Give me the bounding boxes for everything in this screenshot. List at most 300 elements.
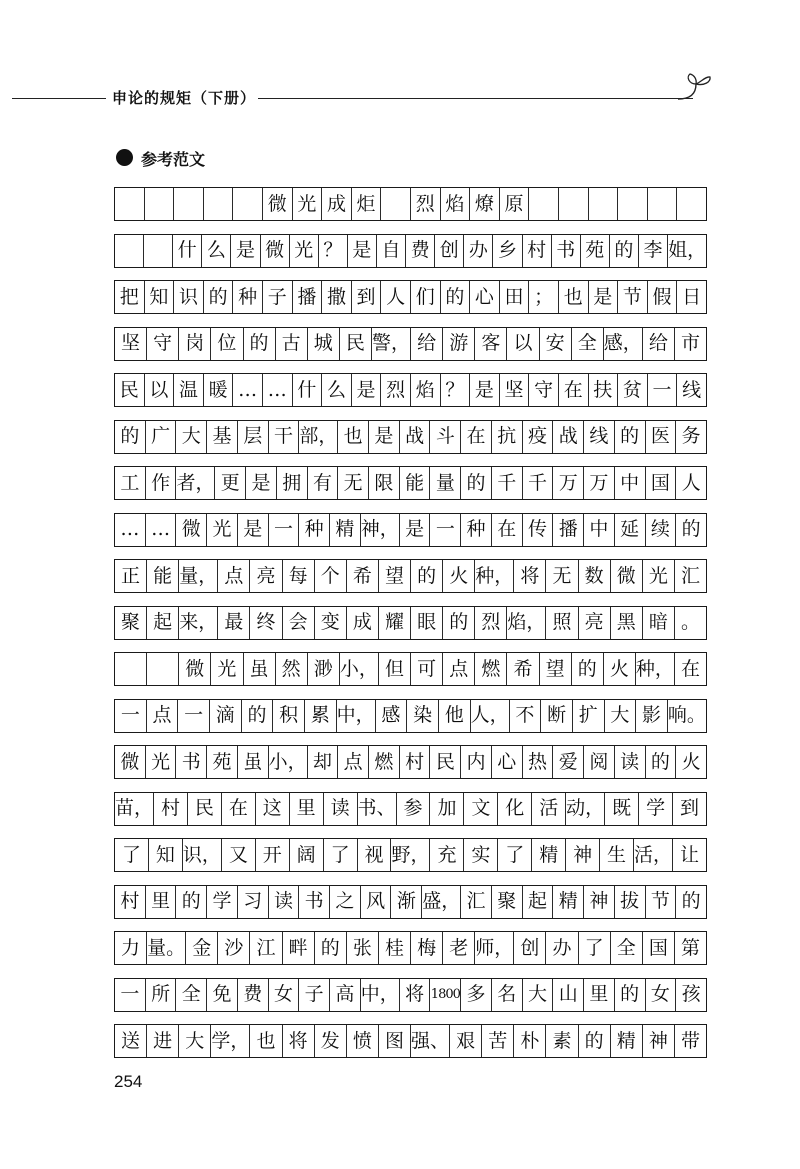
grid-cell: 苗， <box>115 793 154 825</box>
grid-cell: 盛， <box>422 886 461 918</box>
grid-cell: 书 <box>299 886 330 918</box>
grid-cell: 量。 <box>147 932 186 964</box>
grid-cell: 张 <box>347 932 379 964</box>
grid-cell: 医 <box>646 421 677 453</box>
grid-cell: 种， <box>636 653 675 685</box>
grid-cell: 有 <box>308 467 339 499</box>
grid-cell <box>115 235 144 267</box>
grid-cell: ？ <box>319 235 348 267</box>
grid-cell: 焰 <box>441 188 471 220</box>
grid-row <box>114 466 707 500</box>
grid-cell: 染 <box>407 700 439 732</box>
grid-cell: 素 <box>546 1025 578 1057</box>
grid-cell: 金 <box>186 932 218 964</box>
grid-cell: 既 <box>605 793 639 825</box>
grid-cell: 小， <box>269 746 308 778</box>
grid-cell: ； <box>529 281 559 313</box>
grid-cell: 小， <box>340 653 379 685</box>
grid-cell: 江 <box>250 932 282 964</box>
grid-cell: 师， <box>475 932 514 964</box>
grid-cell: 又 <box>222 839 256 871</box>
grid-cell: 种 <box>299 514 330 546</box>
grid-cell: 神， <box>361 514 400 546</box>
grid-cell: 充 <box>430 839 464 871</box>
grid-cell: 传 <box>523 514 554 546</box>
grid-cell: 之 <box>330 886 361 918</box>
grid-cell: 力 <box>115 932 147 964</box>
grid-cell: 守 <box>147 328 179 360</box>
grid-cell <box>677 188 706 220</box>
grid-cell: 什 <box>173 235 202 267</box>
grid-cell: 千 <box>492 467 523 499</box>
grid-cell: 大 <box>523 979 554 1011</box>
grid-cell: 望 <box>379 560 411 592</box>
grid-cell: 么 <box>322 374 352 406</box>
grid-cell: 国 <box>643 932 675 964</box>
grid-cell: 是 <box>246 467 277 499</box>
grid-cell: 是 <box>400 514 431 546</box>
grid-cell: 子 <box>263 281 293 313</box>
grid-cell: 阅 <box>584 746 615 778</box>
grid-cell: 在 <box>680 657 700 680</box>
grid-cell: 朴 <box>514 1025 546 1057</box>
grid-row <box>114 978 707 1012</box>
grid-cell: 带 <box>680 1029 700 1052</box>
grid-cell: 燎 <box>470 188 500 220</box>
grid-cell: 给 <box>411 328 443 360</box>
grid-cell: 阔 <box>290 839 324 871</box>
grid-cell: 疫 <box>523 421 554 453</box>
grid-cell: 位 <box>211 328 243 360</box>
grid-cell: 加 <box>430 793 464 825</box>
grid-cell: 全 <box>176 979 207 1011</box>
grid-cell: 神 <box>566 839 600 871</box>
grid-cell <box>115 188 145 220</box>
grid-cell: 务 <box>681 425 701 447</box>
grid-cell <box>145 188 175 220</box>
grid-cell: 创 <box>435 235 464 267</box>
grid-cell: 播 <box>293 281 323 313</box>
grid-cell: 人 <box>381 281 411 313</box>
grid-cell: 办 <box>464 235 493 267</box>
grid-cell: 坚 <box>115 328 147 360</box>
grid-cell: 乡 <box>493 235 522 267</box>
grid-cell <box>174 188 204 220</box>
grid-cell: 光 <box>643 560 675 592</box>
grid-cell: 安 <box>540 328 572 360</box>
grid-cell: 点 <box>147 700 179 732</box>
grid-cell: 变 <box>315 607 347 639</box>
grid-cell: 的 <box>681 518 701 540</box>
grid-cell: 活， <box>634 839 673 871</box>
grid-cell: 微 <box>261 235 290 267</box>
grid-cell: 给 <box>643 328 675 360</box>
grid-cell: 来， <box>179 607 218 639</box>
grid-cell: 最 <box>218 607 250 639</box>
grid-cell: 的 <box>443 607 475 639</box>
grid-cell: 扶 <box>589 374 619 406</box>
grid-cell: 耀 <box>379 607 411 639</box>
grid-cell: 所 <box>146 979 177 1011</box>
grid-cell: 参 <box>397 793 431 825</box>
grid-cell: 民 <box>188 793 222 825</box>
grid-cell: 视 <box>358 839 392 871</box>
grid-row <box>114 420 707 454</box>
grid-cell: 暗 <box>643 607 675 639</box>
grid-cell: 光 <box>290 235 319 267</box>
grid-cell: 高 <box>330 979 361 1011</box>
grid-cell: 将 <box>283 1025 315 1057</box>
grid-cell: 照 <box>546 607 578 639</box>
grid-cell: 里 <box>290 793 324 825</box>
grid-cell: 了 <box>498 839 532 871</box>
grid-cell: 守 <box>529 374 559 406</box>
grid-cell: 感， <box>604 328 643 360</box>
grid-cell: 中 <box>584 514 615 546</box>
grid-cell: 起 <box>147 607 179 639</box>
grid-cell: 撒 <box>322 281 352 313</box>
grid-cell: 梅 <box>411 932 443 964</box>
grid-cell: 节 <box>618 281 648 313</box>
grid-cell: 风 <box>361 886 392 918</box>
grid-cell: 识， <box>183 839 222 871</box>
grid-cell: 影 <box>636 700 668 732</box>
grid-cell: 也 <box>338 421 369 453</box>
grid-cell: 渐 <box>391 886 422 918</box>
grid-cell: 民 <box>340 328 372 360</box>
grid-cell <box>381 188 411 220</box>
grid-cell: 村 <box>154 793 188 825</box>
grid-cell: 种 <box>461 514 492 546</box>
grid-cell: 拥 <box>277 467 308 499</box>
grid-cell <box>144 235 173 267</box>
grid-row <box>114 931 707 965</box>
grid-cell: 千 <box>523 467 554 499</box>
grid-cell: 点 <box>218 560 250 592</box>
grid-cell: 城 <box>308 328 340 360</box>
grid-cell: 汇 <box>680 564 700 587</box>
grid-cell: 全 <box>611 932 643 964</box>
grid-cell: 强、 <box>411 1025 450 1057</box>
grid-cell: 发 <box>315 1025 347 1057</box>
grid-cell: 的 <box>244 328 276 360</box>
grid-cell: 线 <box>682 378 702 401</box>
grid-cell <box>529 188 559 220</box>
grid-cell: 国 <box>646 467 677 499</box>
grid-cell: 办 <box>546 932 578 964</box>
grid-row <box>114 187 707 221</box>
grid-cell: 知 <box>149 839 183 871</box>
grid-cell: 苑 <box>581 235 610 267</box>
grid-cell: 愤 <box>347 1025 379 1057</box>
grid-cell: 光 <box>293 188 323 220</box>
grid-cell: 累 <box>305 700 337 732</box>
grid-cell: 是 <box>348 235 377 267</box>
grid-cell: 焰， <box>507 607 546 639</box>
grid-cell: 无 <box>338 467 369 499</box>
grid-cell: 原 <box>500 188 530 220</box>
grid-cell: 这 <box>256 793 290 825</box>
grid-cell: 积 <box>273 700 305 732</box>
grid-cell: 了 <box>579 932 611 964</box>
grid-cell: 每 <box>283 560 315 592</box>
grid-cell: 一 <box>178 700 210 732</box>
grid-cell <box>648 188 678 220</box>
grid-cell: 不 <box>510 700 542 732</box>
grid-cell: 焰 <box>411 374 441 406</box>
grid-cell: 是 <box>352 374 382 406</box>
grid-cell: 村 <box>400 746 431 778</box>
grid-cell: 作 <box>146 467 177 499</box>
grid-cell: 微 <box>263 188 293 220</box>
grid-cell: 在 <box>559 374 589 406</box>
grid-cell: 温 <box>174 374 204 406</box>
grid-cell: 是 <box>231 235 260 267</box>
grid-cell: 沙 <box>218 932 250 964</box>
grid-cell: 起 <box>523 886 554 918</box>
grid-cell: 把 <box>115 281 145 313</box>
grid-cell: 黑 <box>611 607 643 639</box>
grid-cell <box>204 188 234 220</box>
grid-cell: 节 <box>646 886 677 918</box>
grid-cell: 进 <box>147 1025 179 1057</box>
grid-cell: 在 <box>461 421 492 453</box>
grid-cell: 炬 <box>352 188 382 220</box>
grid-cell: 种， <box>475 560 514 592</box>
grid-cell: 市 <box>680 332 700 354</box>
grid-cell: 种 <box>233 281 263 313</box>
grid-cell: 习 <box>238 886 269 918</box>
grid-cell: 人 <box>681 471 701 494</box>
grid-cell: 读 <box>324 793 358 825</box>
grid-cell <box>618 188 648 220</box>
grid-cell: 战 <box>553 421 584 453</box>
grid-cell: 们 <box>411 281 441 313</box>
grid-cell: 免 <box>207 979 238 1011</box>
grid-cell: 个 <box>315 560 347 592</box>
grid-cell: 识 <box>174 281 204 313</box>
grid-cell: 战 <box>400 421 431 453</box>
grid-cell: 全 <box>572 328 604 360</box>
grid-cell <box>115 653 147 685</box>
grid-cell: 书 <box>176 746 207 778</box>
grid-cell: 精 <box>330 514 361 546</box>
grid-cell: 虽 <box>244 653 276 685</box>
grid-cell: 名 <box>492 979 523 1011</box>
grid-cell: 中 <box>615 467 646 499</box>
grid-cell: 。 <box>680 611 700 633</box>
page-number: 254 <box>114 1072 143 1091</box>
grid-cell: 工 <box>115 467 146 499</box>
grid-cell: 日 <box>682 285 702 308</box>
grid-cell: 送 <box>115 1025 147 1057</box>
grid-cell: 孩 <box>681 983 701 1005</box>
grid-cell: 希 <box>347 560 379 592</box>
grid-cell: 精 <box>611 1025 643 1057</box>
grid-cell: 桂 <box>379 932 411 964</box>
grid-cell: 里 <box>146 886 177 918</box>
grid-cell: 微 <box>611 560 643 592</box>
grid-cell: 更 <box>215 467 246 499</box>
grid-cell: 线 <box>584 421 615 453</box>
grid-cell: 燃 <box>475 653 507 685</box>
grid-cell: 的 <box>176 886 207 918</box>
grid-cell: 的 <box>242 700 274 732</box>
grid-cell: 爱 <box>553 746 584 778</box>
grid-cell: 滴 <box>210 700 242 732</box>
grid-cell: 到 <box>679 797 699 819</box>
grid-cell: 的 <box>411 560 443 592</box>
grid-cell <box>147 653 179 685</box>
grid-cell: 光 <box>211 653 243 685</box>
grid-cell: 断 <box>541 700 573 732</box>
grid-cell: 苦 <box>482 1025 514 1057</box>
grid-cell: 燃 <box>369 746 400 778</box>
grid-cell: 一 <box>430 514 461 546</box>
grid-cell: 部， <box>299 421 338 453</box>
grid-cell: 感 <box>376 700 408 732</box>
grid-cell: 正 <box>115 560 147 592</box>
grid-cell: 层 <box>238 421 269 453</box>
grid-cell: 万 <box>553 467 584 499</box>
grid-cell: 点 <box>338 746 369 778</box>
grid-cell: 以 <box>507 328 539 360</box>
grid-cell: 限 <box>369 467 400 499</box>
grid-cell: 聚 <box>115 607 147 639</box>
grid-cell: 心 <box>492 746 523 778</box>
grid-cell: 广 <box>146 421 177 453</box>
grid-cell: 的 <box>461 467 492 499</box>
grid-cell: 么 <box>202 235 231 267</box>
grid-cell: 然 <box>276 653 308 685</box>
grid-cell: 山 <box>553 979 584 1011</box>
grid-cell: 烈 <box>411 188 441 220</box>
grid-cell: 中， <box>337 700 376 732</box>
grid-cell: 火 <box>681 750 701 773</box>
grid-cell: 神 <box>643 1025 675 1057</box>
grid-cell: 能 <box>147 560 179 592</box>
grid-cell: 烈 <box>475 607 507 639</box>
grid-cell: 眼 <box>411 607 443 639</box>
grid-cell <box>559 188 589 220</box>
grid-cell: 干 <box>269 421 300 453</box>
grid-cell: 是 <box>369 421 400 453</box>
grid-cell: 心 <box>470 281 500 313</box>
grid-cell: 了 <box>115 839 149 871</box>
grid-cell: 多 <box>461 979 492 1011</box>
grid-cell: 让 <box>679 843 699 866</box>
grid-cell: 烈 <box>381 374 411 406</box>
grid-cell: 扩 <box>573 700 605 732</box>
grid-cell: 知 <box>145 281 175 313</box>
grid-cell: 书 <box>552 235 581 267</box>
grid-cell: 一 <box>269 514 300 546</box>
grid-cell: 古 <box>276 328 308 360</box>
grid-cell: 客 <box>475 328 507 360</box>
grid-row <box>114 280 707 314</box>
grid-cell: 者， <box>176 467 215 499</box>
grid-cell: 微 <box>115 746 146 778</box>
grid-row <box>114 792 707 826</box>
grid-row <box>114 234 707 268</box>
grid-cell: 光 <box>207 514 238 546</box>
grid-cell: 会 <box>283 607 315 639</box>
grid-row <box>114 327 707 361</box>
grid-cell: 内 <box>461 746 492 778</box>
grid-cell: 但 <box>379 653 411 685</box>
grid-cell: 能 <box>400 467 431 499</box>
grid-cell: 大 <box>179 1025 211 1057</box>
grid-cell: 的 <box>579 1025 611 1057</box>
grid-cell: 图 <box>379 1025 411 1057</box>
grid-row <box>114 652 707 686</box>
grid-cell: 开 <box>256 839 290 871</box>
grid-cell: 却 <box>308 746 339 778</box>
grid-cell: 的 <box>572 653 604 685</box>
grid-cell: 精 <box>553 886 584 918</box>
grid-cell: 的 <box>115 421 146 453</box>
grid-cell: 抗 <box>492 421 523 453</box>
grid-row <box>114 373 707 407</box>
section-label: 参考范文 <box>141 150 206 169</box>
grid-cell: 希 <box>507 653 539 685</box>
grid-cell: 数 <box>579 560 611 592</box>
grid-cell: 万 <box>584 467 615 499</box>
grid-cell: 什 <box>293 374 323 406</box>
book-title: 申论的规矩（下册） <box>112 89 257 107</box>
grid-cell: 的 <box>681 890 701 912</box>
grid-cell: 无 <box>546 560 578 592</box>
grid-cell: 坚 <box>500 374 530 406</box>
grid-row <box>114 885 707 919</box>
grid-cell: 量， <box>179 560 218 592</box>
grid-cell: 的 <box>204 281 234 313</box>
grid-cell: 的 <box>441 281 471 313</box>
grid-cell: 望 <box>540 653 572 685</box>
grid-cell: 警， <box>372 328 411 360</box>
grid-cell: 暖 <box>204 374 234 406</box>
grid-cell: 的 <box>615 421 646 453</box>
grid-cell: 的 <box>646 746 677 778</box>
grid-cell: 将 <box>514 560 546 592</box>
grid-cell: 书、 <box>358 793 397 825</box>
grid-cell: 大 <box>176 421 207 453</box>
grid-cell: … <box>115 514 146 546</box>
grid-cell: 贫 <box>618 374 648 406</box>
grid-row <box>114 1024 707 1058</box>
grid-cell: 一 <box>115 979 146 1011</box>
grid-cell: 费 <box>406 235 435 267</box>
grid-cell: 成 <box>347 607 379 639</box>
grid-cell: 是 <box>238 514 269 546</box>
grid-cell: 虽 <box>238 746 269 778</box>
grid-cell: 动， <box>566 793 605 825</box>
grid-cell: 的 <box>615 979 646 1011</box>
grid-cell: 以 <box>145 374 175 406</box>
grid-cell: 费 <box>238 979 269 1011</box>
grid-cell: 假 <box>648 281 678 313</box>
grid-cell: 在 <box>222 793 256 825</box>
grid-cell: … <box>233 374 263 406</box>
grid-cell: 到 <box>352 281 382 313</box>
grid-cell: 亮 <box>250 560 282 592</box>
grid-cell: 点 <box>443 653 475 685</box>
grid-row <box>114 559 707 593</box>
grid-cell: 的 <box>315 932 347 964</box>
grid-cell: 火 <box>443 560 475 592</box>
grid-cell: 拔 <box>615 886 646 918</box>
grid-cell: 中， <box>361 979 400 1011</box>
